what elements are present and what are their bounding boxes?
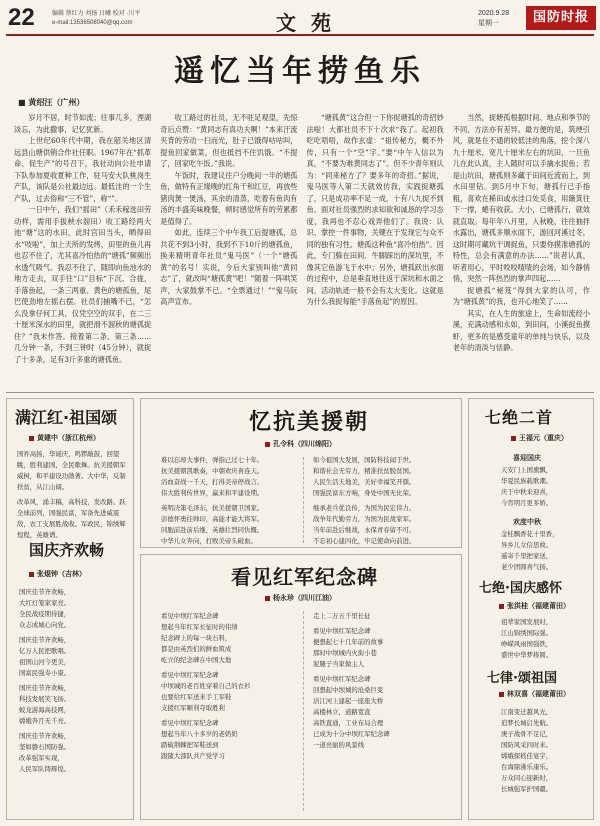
poem-couplet: 国强民富东方响，身处中国无比荣。 [313, 489, 416, 497]
poem-stanza [313, 503, 453, 547]
poem-line: 亿万人民把歌唱。 [19, 647, 71, 655]
poem-stanza [19, 587, 131, 631]
poem-box-left [6, 398, 134, 820]
date-line: 2020.9.28 [478, 10, 510, 17]
poem-author [499, 689, 570, 699]
article-paragraph: 午饭时，我建议往户分晚间一半的塘孤鱼，做特有正缘晚的红角干和红豆，再放些猪肉煲一煲汤，其余的清蒸，吃着有鱼肉有汤的丰盛美味晚餐，顿时感觉所有的劳累都是值得了。 [160, 170, 298, 226]
editor-credits [52, 10, 182, 28]
poem-line: 纪念碑上的每一块石料， [161, 634, 232, 642]
poem-line: 长城强军护国疆。 [501, 785, 553, 793]
poem-line: 盛世中华梦将圆。 [501, 651, 553, 659]
poem-line: 众志成城心向党。 [19, 621, 71, 629]
poem-line: 看见中坝红军纪念碑 [161, 719, 219, 727]
poem-author-name: 张焜钟（吉林） [37, 570, 86, 578]
poem-author [511, 433, 568, 443]
poem-title: 七绝二首 [485, 408, 554, 427]
poem-title: 国庆齐欢畅 [29, 541, 105, 559]
poem-line: 跟随大部队共产党学习 [161, 752, 225, 760]
poem-author-name: 孔令科（四川绵阳） [273, 440, 336, 448]
poem-stanza [313, 611, 453, 622]
weekday-line: 星期一 [478, 20, 499, 27]
poem-body [17, 449, 129, 545]
poem-line: 全民战疫期待捷， [19, 610, 71, 618]
poem-stanza [161, 503, 301, 547]
poem-line: 祖国山河今更美， [19, 658, 71, 666]
email-line: e-mail:13536508040@qq.com [52, 20, 133, 26]
poem-line: 蛟龙游海高技网， [19, 706, 71, 714]
poem-line: 国富民强寿小康。 [19, 669, 71, 677]
poem-line: 遥寄千里把家送， [501, 552, 553, 560]
poem-line: 庆于中秋来迎喜， [501, 488, 553, 496]
poem-line: 想起当年八十多岁的老奶奶 [161, 730, 238, 738]
poem-couplet: 浴血奋战一千天，打得美帝停战言。 [161, 478, 264, 486]
poem-author [29, 433, 100, 443]
poem-line: 也要给红军送来手工军鞋 [161, 693, 232, 701]
poem-couplet: 战争年代勤劳力，为国为民战家军。 [313, 515, 416, 523]
poem-couplet: 当年前赴后继战，永保青春留不可。 [313, 526, 416, 534]
poem-line: 一道亮丽的风景线 [313, 741, 365, 749]
poem-author-name: 林双喜（福建莆田） [507, 690, 570, 698]
poem-line: 坚如磐石国防强。 [19, 743, 71, 751]
poem-couplet: 彭德怀勇挂帅印，高能才能大将军。 [161, 515, 264, 523]
poem-line: 屹立的纪念碑在中国大地 [161, 656, 232, 664]
poem-couplet: 不忘初心建四化，牢记使命向前进。 [313, 537, 416, 545]
poem-stanza [19, 683, 131, 727]
poem-line: 看见中坝红军纪念碑 [161, 671, 219, 679]
page-header [6, 4, 594, 36]
poem-body [313, 611, 453, 755]
poem-line: 金桂飘香花十里香， [501, 530, 559, 538]
poem-stanza [161, 718, 301, 762]
poem-line: 嫦娥探嵇佳宴宇， [501, 752, 553, 760]
poem-line: 国庆佳节齐欢畅， [19, 636, 71, 644]
poem-line: 支援红军顺利夺取胜利 [161, 704, 225, 712]
poem-line: 老少团圆喜气扬。 [501, 563, 553, 571]
poem-line: 回想起中坝城的沧桑巨变 [313, 686, 384, 694]
bullet-icon [499, 604, 504, 609]
poem-line: 已成为十分中坝红军纪念碑 [313, 730, 390, 738]
poem-paragraph: 国祚高扬，华诞庆，鸣锣敲鼓，回望眺，胜利建国，全民歌舞。抗美援朝军威树，和平建设功勋著。大中华，反制扶贫，从江山阔。 [17, 450, 126, 491]
poem-stanza [313, 626, 453, 670]
article-paragraph: 其实，在人生的旅途上，生命如流经小溪，充满动感和永如，到田间，小溪捉鱼摸虾，更多的是感受童年的单纯与快乐，以及老年的清淡与恬静。 [452, 308, 590, 352]
poem-body [501, 529, 591, 573]
poem-paragraph: 改革风，涌丰稿，高科技，发改路。跃全球前列，国强民富，军备先进威震敌，农工支展胜战收。军政民，锦绣辉煌程，英雄谱。 [17, 498, 126, 539]
poem-line: 江南变迁越风光， [501, 708, 553, 716]
bullet-icon [265, 442, 270, 447]
column-divider [303, 457, 304, 543]
poem-body [161, 611, 301, 766]
poem-body [161, 455, 301, 548]
poem-line: 都是由英烈们的鲜血筑成 [161, 645, 232, 653]
poem-line: 走上二万五千里长征 [313, 612, 371, 620]
poem-box-yikang [140, 398, 462, 548]
poem-author [29, 569, 86, 579]
poem-stanza [161, 611, 301, 666]
poem-body [19, 587, 131, 779]
issue-date [478, 9, 528, 29]
article-author: ■ 黄绍汪（广州） [18, 98, 85, 107]
poem-line: 高铁直通，工业布局合理 [313, 719, 384, 727]
page-number: 22 [8, 4, 35, 31]
poem-line: 人民军队铸辉煌。 [19, 765, 71, 773]
poem-line: 异乡儿女信思故。 [501, 541, 553, 549]
poem-title: 忆抗美援朝 [249, 410, 370, 435]
poem-box-hongjun [140, 554, 462, 820]
poem-body [501, 465, 591, 509]
article-paragraph: “塘孤黄”这合但一下你捉塘孤的奇招妙法啦！大都社员不下十次求“我了。起初我吃吃唔唔，故作玄虚：“祖传秘方，概不外传，只有一个“空”字。”要“中午人信以为真，“不要为难黄同志了”。但不少青年则认为：“同来秘方了？要多年的奇招。”据说，鬼马医等人第二天就效仿我，实践捉塘孤了，只是成功率不足一成，十有八九捉不到鱼。面对社员强烈的求知欲和诚恳的学习态度，我再也不忍心戏弄他们了。我说：认识、掌控一件事物，关键在于发现它与众不同的独有习性。塘孤这种鱼“喜冷怕热”。因此，专门躲在田间、牛脚踩出的深坑里，不像其它鱼游飞于水中；另外，塘孤跃出水面的过程中，总是垂直地往返于深坑和水面之间，活动轨迹一般不会有太大变化。这就是为什么我捉每能“手落鱼起”的原因。 [306, 113, 444, 306]
poem-author-name: 杨永珍（四川江油） [273, 594, 336, 602]
poem-stanza [19, 635, 131, 679]
poem-line: 踏破荆棘把军鞋送到 [161, 741, 219, 749]
poem-line: 祖辈家国发展时， [501, 618, 553, 626]
poem-box-right [468, 398, 594, 820]
section-divider [6, 392, 594, 393]
poem-title: 满江红·祖国颂 [15, 408, 118, 427]
poem-line: 大红灯笼家家亮。 [19, 599, 71, 607]
poem-couplet: 难以忘却大事件，弹指已过七十年。 [161, 456, 264, 464]
poem-line: 天安门上国旗飘， [501, 466, 553, 474]
poem-couplet: 人民生活天地美，美好幸福笑开颜。 [313, 478, 416, 486]
poem-author [265, 439, 336, 449]
poem-line: 高楼林立，道路宽直 [313, 708, 371, 716]
poem-line: 看见中坝红军纪念碑 [313, 675, 371, 683]
poem-author [499, 601, 570, 611]
article-paragraph: 捉塘孤“秘笈”得到大家的认可，作为“塘孤黄”的我，也开心地笑了…… [452, 285, 590, 306]
poem-line: 万众同心迎新时， [501, 774, 553, 782]
bullet-icon [29, 436, 34, 441]
poem-title: 七律·颂祖国 [487, 671, 557, 686]
poem-line: 看见中坝红军纪念碑 [313, 627, 371, 635]
article-paragraph: 岁月不居，时节如流；往事几多，湮湖淡忘，为此撒事，记忆犹新。 [14, 113, 152, 134]
bullet-icon [265, 596, 270, 601]
poem-couplet: 伟大胜利传世界，赢来和平建设期。 [161, 489, 264, 497]
poem-couplet: 英明决策毛泽东，抗美援朝卫国家。 [161, 504, 264, 512]
poem-line: 今宵明月更多娇。 [501, 499, 553, 507]
article-column [14, 112, 151, 384]
poem-line: 江山锦绣国际强。 [501, 629, 553, 637]
poem-couplet: 继承老兵优良传，为国为民宏伟力。 [313, 504, 416, 512]
section-title: 文 苑 [276, 11, 335, 35]
poem-body [501, 707, 591, 795]
poem-author [265, 593, 336, 603]
poem-line: 嫦娥奔月无千亮。 [19, 717, 71, 725]
poem-line: 泥腿子当家做主人 [313, 660, 365, 668]
column-divider [303, 611, 304, 811]
poem-couplet: 同胞前赴前后继，英雄壮烈同仇慨。 [161, 526, 264, 534]
poem-line: 看见中坝红军纪念碑 [161, 612, 219, 620]
article-paragraph: 一日中午，我们“摇田”（禾禾稼选田劳动样，需用手拔秧水溜田）收工路经两大池“塘”这的水田，此时宫田当头，晒得田水“吱啦”，加上天所的发烤，田里的鱼儿再也忍不住了，尤其喜冷怕热的“塘孤”频频出水透气吸气。我忍不住了，随即向鱼池水的地方走去，双手往“口”目标“下沉、合拢，手落鱼起，一条三两重、黄色的塘孤鱼，尾巴使劲地左摇右摆。社员们捕嘴不已，“怎么没拿仔何工具，仅凭空空的双手，在二三十厘米深水的田里，就把滑不溜秋的塘孤捉住？”我未作答。接着第二条、第三条……几分钟一条，不到三钟时（45分钟），就捉了十多条，足有3斤多重的塘孤鱼。 [14, 205, 152, 364]
poem-subtitle: 喜迎国庆 [513, 454, 541, 462]
poem-line: 那时中坝城内火街小巷 [313, 649, 377, 657]
article-body [14, 112, 590, 384]
poem-line: 庚子战骨不足记， [501, 730, 553, 738]
poem-line: 追梦长城启先航。 [501, 719, 553, 727]
poem-line: 中坝城的老百姓穿着自己的衣衫 [161, 682, 251, 690]
poem-author-name: 王福元（重庆） [519, 434, 568, 442]
bullet-icon [499, 692, 504, 697]
article-paragraph: 收工路过的社员，无不驻足观望，先惊奇后点赞：“黄同志有真功夫啊！”本来汗流夹背的劳动一扫而光，肚子已饿得咕咕叫，提鱼回家做菜，但也抵挡不住饥饿。“不提了，回家吃午饭。”我说。 [160, 113, 298, 168]
poem-stanza [161, 455, 301, 499]
poem-line: 便想起七十几年前的故事 [313, 638, 384, 646]
poem-line: 科技发展笑飞扬。 [19, 695, 71, 703]
article-paragraph: 当然，捉塘孤根据时间、地点和季节的不同，方法亦有差异。最方便的是，筑埂引风，就是在不通的较低洼的角落，挖个深八九十厘米，宽几十厘米左右的坑田，一旦鱼儿在此认真，主人随时可以手擒水捉鱼；若是山坑田，塘孤则多藏于田间近流而上，到水田里钻。到5月中下旬，塘孤行已手指粗，喜欢在稀田或水洼口处觅食，用簸箕往下一撑，蜷有收获。大小，已塘孤行，就效就直取。每年年八月里，入秋晚，往往抽拌水露出，塘孤多顺水面下，游回河溪过冬，这时期可藏坑干调捉鱼，只要你摸准塘孤的特性，总会有满意的办法……”说者认真，听者用心，平时咬咬喳喳的会场，如今静悄悄，突然一阵热烈的掌声四起…… [452, 113, 590, 283]
poem-couplet: 和谐社会无穷力，精准扶贫脱贫国。 [313, 467, 416, 475]
poem-line: 华夏民族载歌潮。 [501, 477, 553, 485]
poem-line: 涪江河上建起一座座大桥 [313, 697, 384, 705]
article-title: 遥忆当年捞鱼乐 [174, 54, 426, 89]
poem-couplet: 如今祖国大发展，国防科技闻于世。 [313, 456, 416, 464]
poem-stanza [313, 674, 453, 751]
poem-stanza [161, 670, 301, 714]
poem-title: 七绝·国庆感怀 [479, 581, 562, 596]
poem-body [313, 455, 453, 548]
masthead-logo: 国防时报 [526, 6, 596, 30]
bullet-icon [511, 436, 516, 441]
poem-line: 国庆佳节齐欢畅， [19, 732, 71, 740]
article-column [453, 112, 590, 384]
poem-line: 想起当年红军长征时的伟绩 [161, 623, 238, 631]
poem-couplet: 中华儿女奔向，打败美帝头破血。 [161, 537, 257, 545]
poem-author-name: 张洪桂（福建莆田） [507, 602, 570, 610]
poem-title: 看见红军纪念碑 [231, 565, 378, 589]
poem-stanza [19, 731, 131, 775]
article-column [307, 112, 444, 384]
article-paragraph: 上世纪60年代中期，我在韶关地区清远县山塘供销合作社任职。1967年在“抓革命、促生产”的号召下，我社动向公社申请下队参加夏收夏种工作，驻马安大队桃岗生产队，该队是公社最边远、最低洼的一个生产队，过去俗称“三不管”，称“”。 [14, 136, 152, 203]
poem-line: 改革强军实现， [19, 754, 64, 762]
poem-body [501, 617, 591, 661]
poem-line: 国防风采四时来。 [501, 741, 553, 749]
poem-subtitle: 欢度中秋 [513, 518, 541, 526]
poem-line: 峥嵘风雨国强铁， [501, 640, 553, 648]
bullet-icon [29, 572, 34, 577]
poem-author-name: 黄建中（浙江杭州） [37, 434, 100, 442]
poem-line: 国庆佳节齐欢畅， [19, 684, 71, 692]
article-column [160, 112, 297, 384]
poem-couplet: 抗美援朝凯歌奏，中朝欢庆喜连天。 [161, 467, 264, 475]
poem-line: 国庆佳节齐欢畅， [19, 588, 71, 596]
editor-line: 编辑 蔡红力 刘扬 日曦 校对 ·川平 [52, 11, 141, 17]
poem-line: 台海鼎沸乐康乐。 [501, 763, 553, 771]
article-paragraph: 如此，连续三个中午我工后提塘孤，总共花不到3小时，我到不下10斤的塘孤鱼，换来精明青年社员“鬼马医”（一个“塘孤黄”的名号！实说，今后大家别叫他“黄同志”了，就改叫“塘孤黄”吧！”随着一阵哄笑声，大家鼓掌不已。“全票通过！”“鬼马阮高声宣布。 [160, 228, 298, 306]
poem-stanza [313, 455, 453, 499]
